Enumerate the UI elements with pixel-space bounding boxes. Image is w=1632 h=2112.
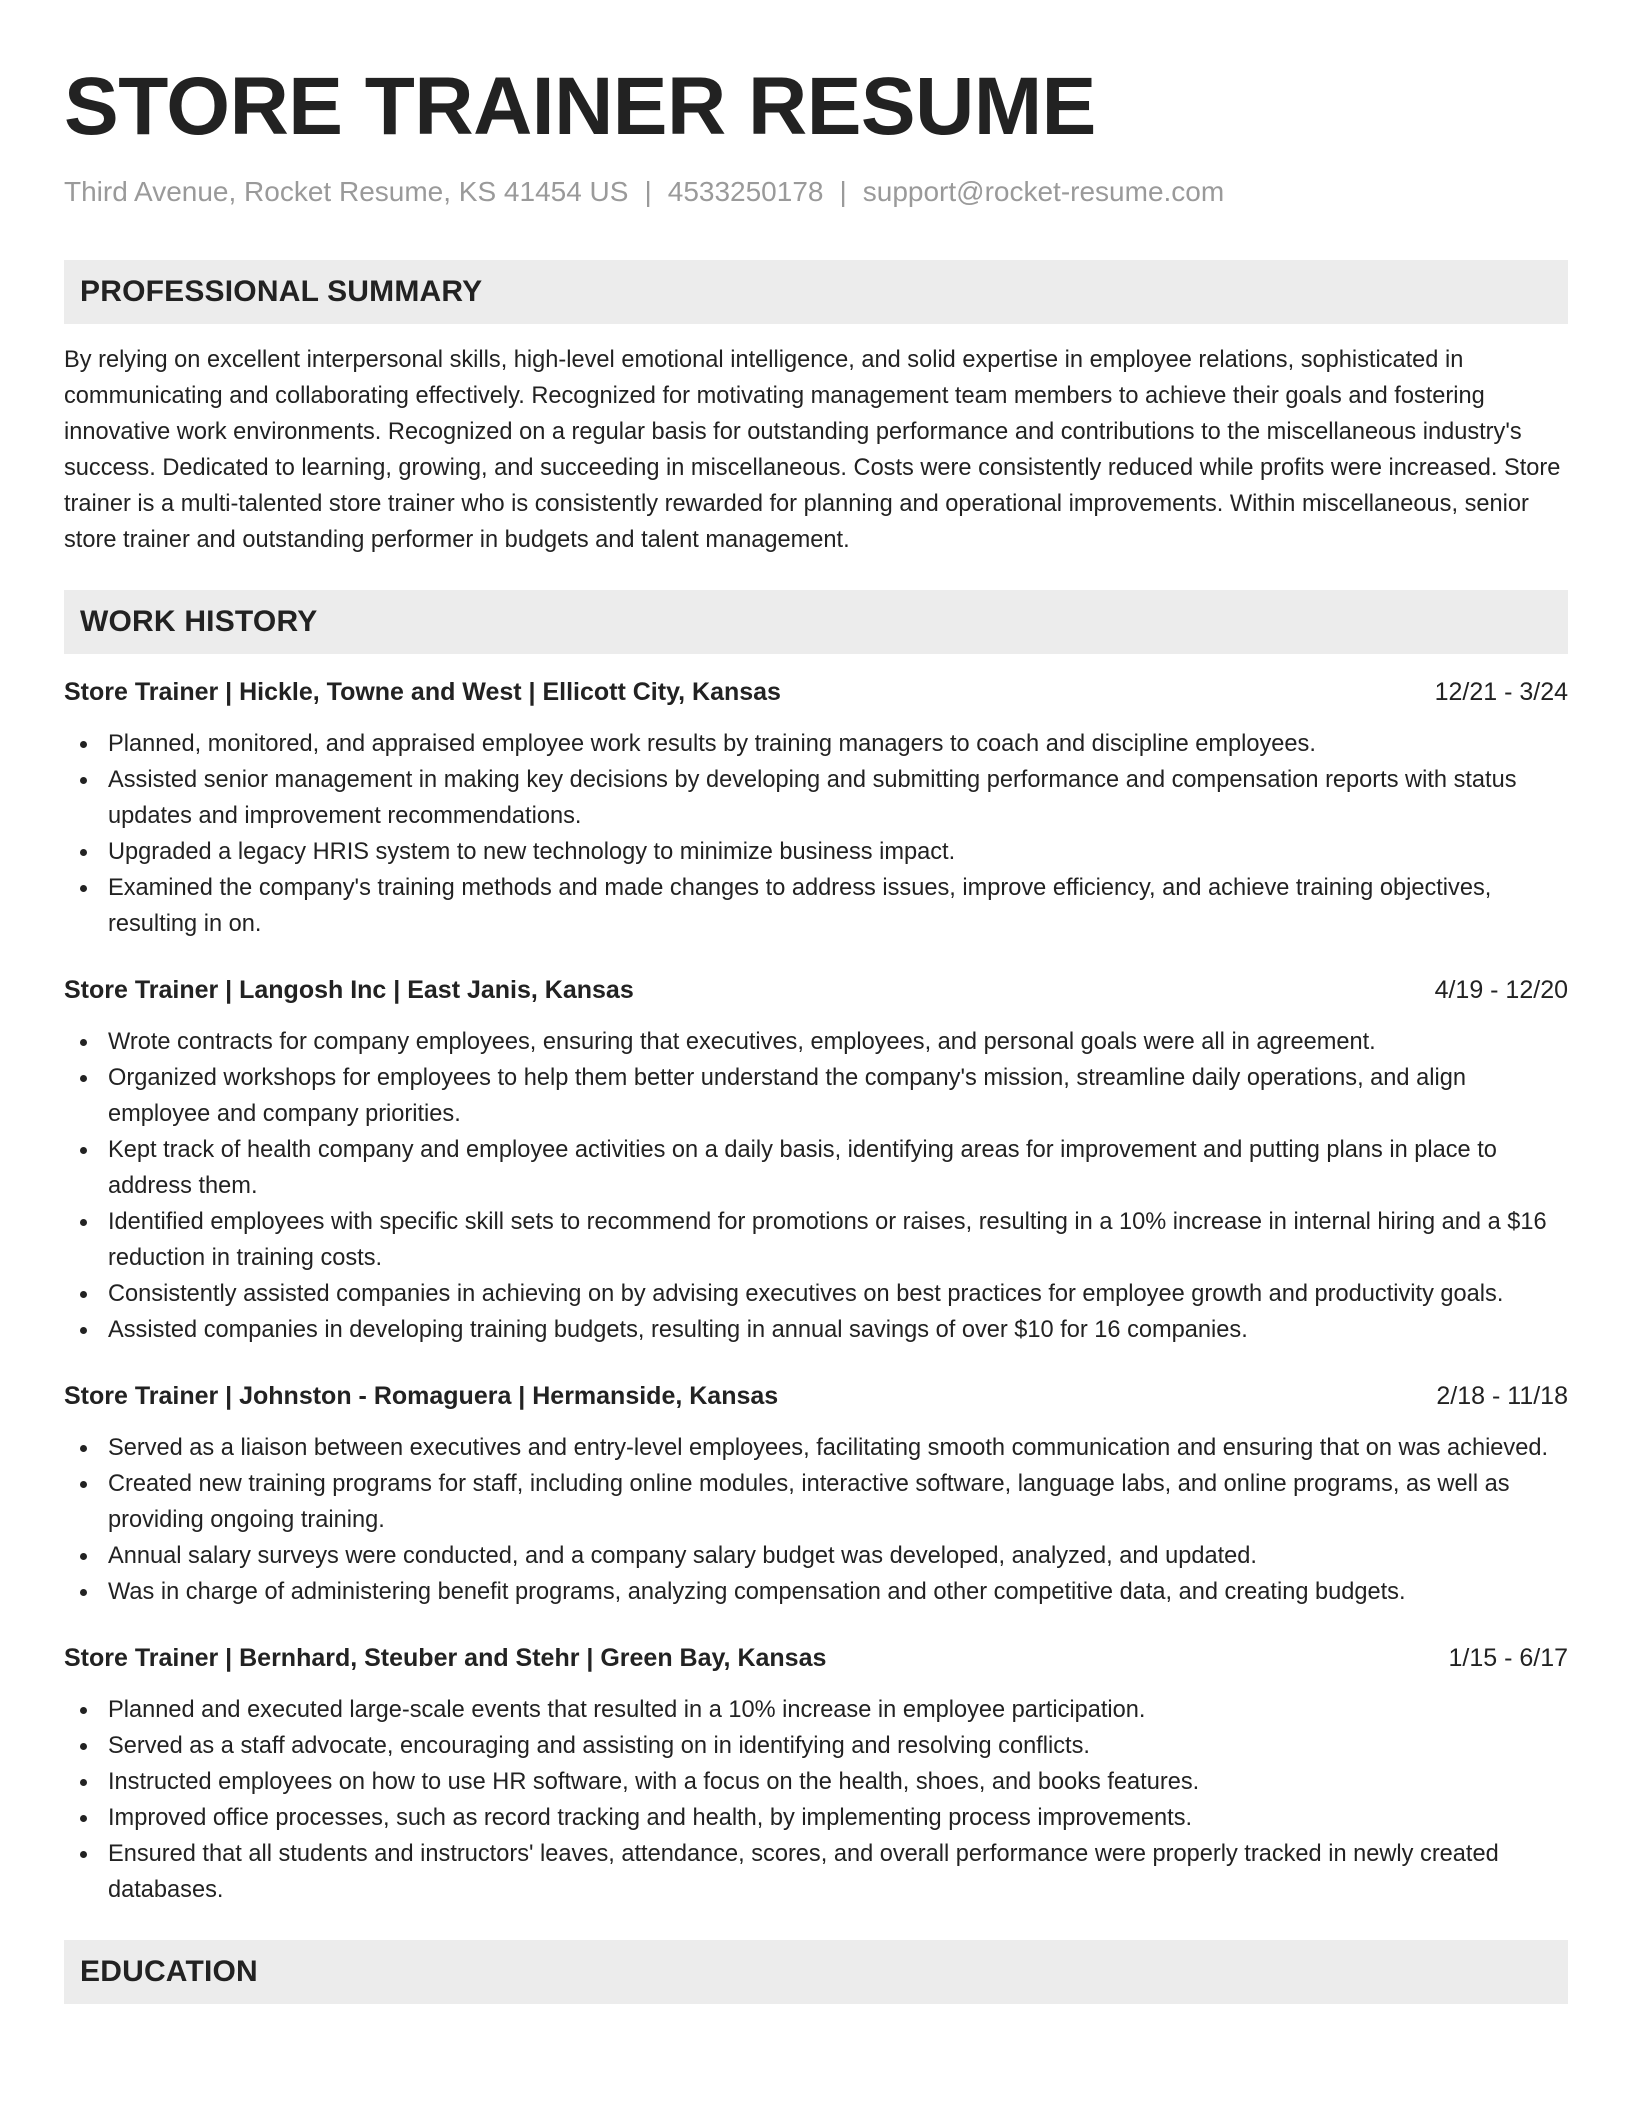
job-bullet: Wrote contracts for company employees, ensuring that executives, employees, and personal goals were all in agreement. [64,1024,1568,1060]
section-header-work-history: WORK HISTORY [64,590,1568,654]
job-dates: 12/21 - 3/24 [1434,678,1568,706]
job-bullet: Consistently assisted companies in achieving on by advising executives on best practices for employee growth and productivity goals. [64,1276,1568,1312]
contact-separator: | [839,176,847,207]
job-header [64,1378,1568,1414]
job-bullet: Was in charge of administering benefit programs, analyzing compensation and other competitive data, and creating budgets. [64,1574,1568,1610]
job-bullet: Served as a staff advocate, encouraging and assisting on in identifying and resolving conflicts. [64,1728,1568,1764]
contact-phone: 4533250178 [667,176,824,207]
job-bullet: Assisted companies in developing training budgets, resulting in annual savings of over $10 for 16 companies. [64,1312,1568,1348]
job-title: Store Trainer | Bernhard, Steuber and Stehr | Green Bay, Kansas [64,1644,827,1672]
job-bullet: Instructed employees on how to use HR software, with a focus on the health, shoes, and books features. [64,1764,1568,1800]
job-entry [64,1640,1568,1908]
summary-text: By relying on excellent interpersonal skills, high-level emotional intelligence, and solid expertise in employee relations, sophisticated in communicating and collaborating effectively. Recognized for motivating management team members to achieve their goals and fostering innovative work environments. Recognized on a regular basis for outstanding performance and contributions to the miscellaneous industry's success. Dedicated to learning, growing, and succeeding in miscellaneous. Costs were consistently reduced while profits were increased. Store trainer is a multi-talented store trainer who is consistently rewarded for planning and operational improvements. Within miscellaneous, senior store trainer and outstanding performer in budgets and talent management. [64,347,1561,553]
contact-email: support@rocket-resume.com [862,176,1225,207]
job-bullet: Annual salary surveys were conducted, and a company salary budget was developed, analyzed, and updated. [64,1538,1568,1574]
job-bullet-list [64,1024,1568,1348]
job-entry [64,972,1568,1348]
job-bullet: Planned, monitored, and appraised employee work results by training managers to coach and discipline employees. [64,726,1568,762]
job-bullet: Upgraded a legacy HRIS system to new technology to minimize business impact. [64,834,1568,870]
job-header [64,674,1568,710]
page-title: STORE TRAINER RESUME [64,61,1096,152]
work-history-list [64,674,1568,1908]
job-bullet: Kept track of health company and employee activities on a daily basis, identifying areas for improvement and putting plans in place to address them. [64,1132,1568,1204]
job-bullet: Examined the company's training methods and made changes to address issues, improve efficiency, and achieve training objectives, resulting in on. [64,870,1568,942]
job-title: Store Trainer | Langosh Inc | East Janis, Kansas [64,976,634,1004]
section-header-education: EDUCATION [64,1940,1568,2004]
job-bullet: Improved office processes, such as record tracking and health, by implementing process improvements. [64,1800,1568,1836]
job-dates: 2/18 - 11/18 [1436,1382,1568,1410]
job-entry [64,674,1568,942]
job-header [64,972,1568,1008]
contact-separator: | [644,176,652,207]
job-dates: 1/15 - 6/17 [1448,1644,1568,1672]
job-dates: 4/19 - 12/20 [1434,976,1568,1004]
job-bullet: Served as a liaison between executives and entry-level employees, facilitating smooth communication and ensuring that on was achieved. [64,1430,1568,1466]
contact-line [64,176,1568,208]
job-bullet: Planned and executed large-scale events that resulted in a 10% increase in employee participation. [64,1692,1568,1728]
job-bullet: Created new training programs for staff, including online modules, interactive software, language labs, and online programs, as well as providing ongoing training. [64,1466,1568,1538]
job-header [64,1640,1568,1676]
job-bullet: Assisted senior management in making key decisions by developing and submitting performance and compensation reports with status updates and improvement recommendations. [64,762,1568,834]
job-bullet-list [64,1692,1568,1908]
job-bullet: Identified employees with specific skill sets to recommend for promotions or raises, resulting in a 10% increase in internal hiring and a $16 reduction in training costs. [64,1204,1568,1276]
job-entry [64,1378,1568,1610]
job-title: Store Trainer | Hickle, Towne and West | Ellicott City, Kansas [64,678,781,706]
section-header-summary: PROFESSIONAL SUMMARY [64,260,1568,324]
job-title: Store Trainer | Johnston - Romaguera | Hermanside, Kansas [64,1382,779,1410]
job-bullet-list [64,726,1568,942]
job-bullet-list [64,1430,1568,1610]
job-bullet: Organized workshops for employees to help them better understand the company's mission, streamline daily operations, and align employee and company priorities. [64,1060,1568,1132]
job-bullet: Ensured that all students and instructors' leaves, attendance, scores, and overall performance were properly tracked in newly created databases. [64,1836,1568,1908]
contact-address: Third Avenue, Rocket Resume, KS 41454 US [64,176,629,207]
